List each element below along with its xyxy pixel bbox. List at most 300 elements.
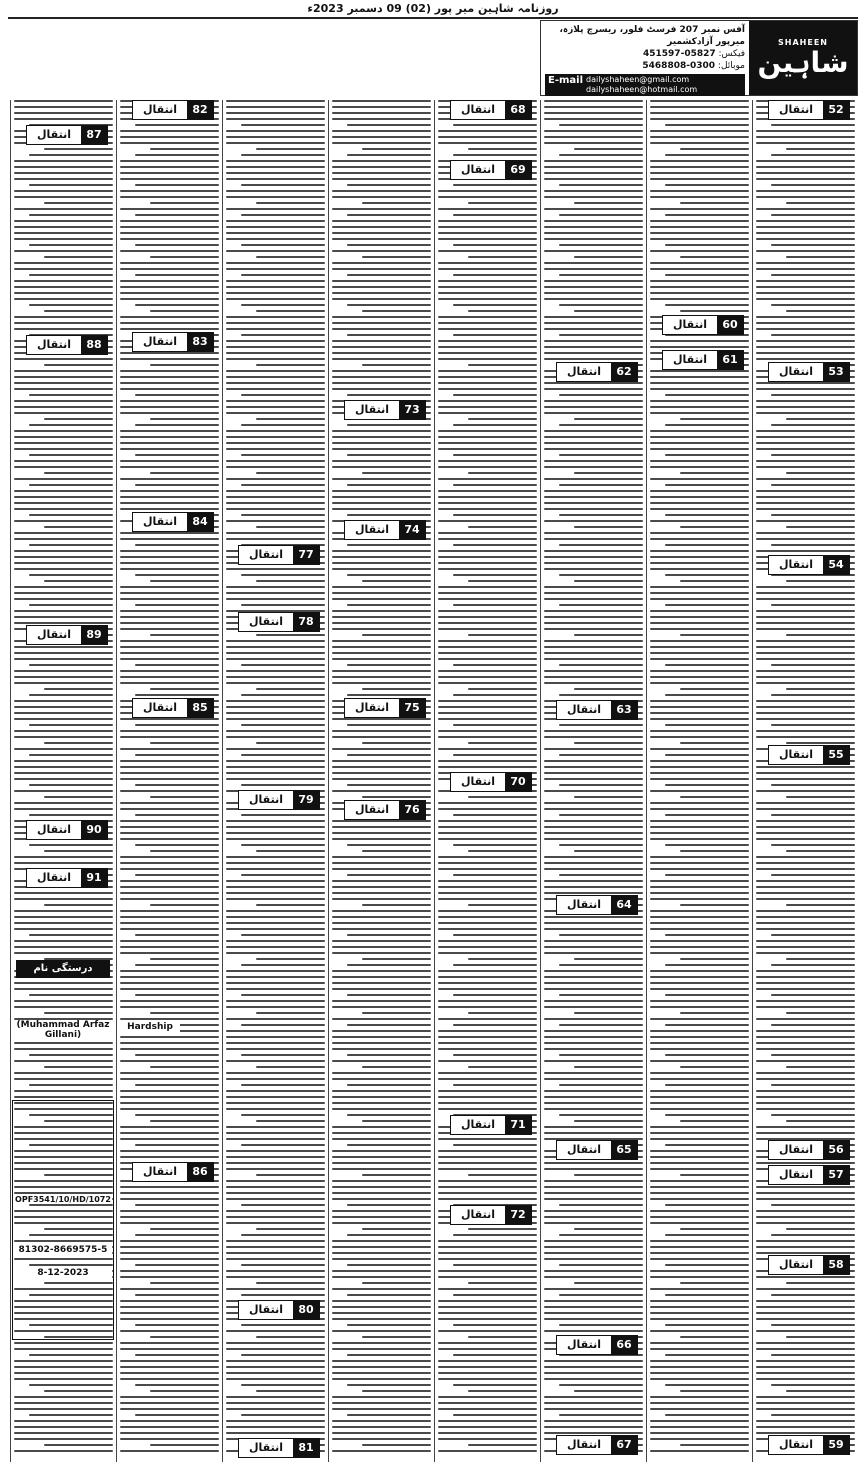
text-line [226, 370, 325, 372]
text-line [14, 1408, 113, 1410]
text-line [574, 1120, 643, 1122]
text-line [120, 670, 219, 672]
text-line [438, 388, 537, 390]
text-line [756, 322, 855, 324]
text-line [650, 1222, 749, 1224]
text-line [120, 1018, 219, 1020]
text-line [468, 1390, 537, 1392]
text-line [544, 1132, 643, 1134]
text-line [438, 676, 537, 678]
email-2[interactable]: dailyshaheen@hotmail.com [586, 85, 698, 94]
text-line [120, 556, 219, 558]
text-line [438, 1258, 537, 1260]
text-line [771, 454, 855, 456]
text-line [120, 1438, 219, 1440]
text-line [786, 256, 855, 258]
text-line [226, 1348, 325, 1350]
notice-number-tag [556, 895, 638, 915]
text-line [438, 862, 537, 864]
text-line [120, 598, 219, 600]
text-line [14, 442, 113, 444]
text-line [650, 556, 749, 558]
text-line [756, 892, 855, 894]
text-line [362, 1012, 431, 1014]
notice-number: 62 [611, 363, 637, 381]
text-line [332, 166, 431, 168]
text-line [332, 586, 431, 588]
text-line [650, 1198, 749, 1200]
text-line [559, 724, 643, 726]
text-line [347, 994, 431, 996]
text-line [665, 1354, 749, 1356]
text-line [120, 316, 219, 318]
text-line [544, 1096, 643, 1098]
text-line [120, 1186, 219, 1188]
text-line [332, 898, 431, 900]
text-line [786, 148, 855, 150]
text-line [226, 190, 325, 192]
text-line [680, 148, 749, 150]
text-line [120, 172, 219, 174]
text-line [544, 1420, 643, 1422]
text-line [14, 388, 113, 390]
text-line [453, 694, 537, 696]
notice-word: انتقال [355, 803, 389, 816]
text-line [574, 1282, 643, 1284]
text-line [468, 1282, 537, 1284]
text-line [680, 958, 749, 960]
text-line [438, 1042, 537, 1044]
text-line [226, 430, 325, 432]
notice-word: انتقال [461, 1118, 495, 1131]
text-line [226, 1258, 325, 1260]
text-line [756, 508, 855, 510]
text-line [135, 874, 219, 876]
text-line [14, 736, 113, 738]
text-line [226, 1366, 325, 1368]
text-line [226, 1000, 325, 1002]
text-line [241, 1054, 325, 1056]
text-line [135, 1144, 219, 1146]
text-line [650, 220, 749, 222]
text-line [332, 1306, 431, 1308]
text-line [14, 1048, 113, 1050]
email-1[interactable]: dailyshaheen@gmail.com [586, 75, 690, 84]
text-line [771, 994, 855, 996]
column-text-block [226, 100, 325, 1456]
text-line [438, 706, 537, 708]
notice-word: انتقال [567, 1438, 601, 1451]
text-line [14, 232, 113, 234]
text-line [226, 718, 325, 720]
text-line [226, 112, 325, 114]
text-line [150, 1282, 219, 1284]
text-line [241, 784, 325, 786]
notice-word: انتقال [779, 1258, 813, 1271]
text-line [665, 1414, 749, 1416]
text-line [120, 658, 219, 660]
text-line [544, 388, 643, 390]
text-line [756, 1126, 855, 1128]
text-line [14, 952, 113, 954]
text-line [362, 256, 431, 258]
text-line [438, 652, 537, 654]
text-line [120, 1270, 219, 1272]
text-line [332, 1246, 431, 1248]
text-line [650, 592, 749, 594]
text-line [756, 346, 855, 348]
text-line [544, 640, 643, 642]
text-line [786, 958, 855, 960]
text-line [241, 724, 325, 726]
text-line [14, 616, 113, 618]
text-line [453, 964, 537, 966]
text-line [120, 298, 219, 300]
text-line [544, 970, 643, 972]
text-line [332, 340, 431, 342]
text-line [438, 1138, 537, 1140]
text-line [544, 802, 643, 804]
text-line [544, 670, 643, 672]
text-line [332, 946, 431, 948]
text-line [438, 316, 537, 318]
text-line [226, 1186, 325, 1188]
text-line [332, 646, 431, 648]
text-line [468, 796, 537, 798]
text-line [771, 544, 855, 546]
text-line [44, 526, 113, 528]
text-line [29, 574, 113, 576]
text-line [332, 160, 431, 162]
text-line [665, 994, 749, 996]
notice-word: انتقال [249, 793, 283, 806]
text-line [14, 406, 113, 408]
text-line [226, 1006, 325, 1008]
notice-word: انتقال [249, 615, 283, 628]
notice-number-tag [450, 100, 532, 120]
text-line [226, 1096, 325, 1098]
text-line [756, 1036, 855, 1038]
text-line [226, 178, 325, 180]
text-line [453, 1234, 537, 1236]
text-line [756, 328, 855, 330]
notice-word: انتقال [37, 823, 71, 836]
text-line [771, 184, 855, 186]
text-line [544, 1402, 643, 1404]
text-line [14, 106, 113, 108]
text-line [453, 1354, 537, 1356]
text-line [14, 1090, 113, 1092]
text-line [241, 1114, 325, 1116]
text-line [544, 298, 643, 300]
text-line [544, 250, 643, 252]
text-line [14, 1072, 113, 1074]
text-line [438, 970, 537, 972]
text-line [786, 202, 855, 204]
text-line [120, 220, 219, 222]
text-line [332, 112, 431, 114]
text-line [120, 190, 219, 192]
text-line [771, 1354, 855, 1356]
text-line [665, 454, 749, 456]
text-line [650, 1018, 749, 1020]
text-line [226, 442, 325, 444]
text-line [332, 670, 431, 672]
text-line [650, 340, 749, 342]
text-line [332, 232, 431, 234]
text-line [650, 1360, 749, 1362]
text-line [347, 454, 431, 456]
text-line [574, 742, 643, 744]
text-line [544, 1312, 643, 1314]
notice-number: 60 [717, 316, 743, 334]
text-line [332, 1216, 431, 1218]
text-line [120, 262, 219, 264]
text-line [226, 100, 325, 102]
text-line [544, 892, 643, 894]
text-line [650, 1276, 749, 1278]
text-line [453, 1324, 537, 1326]
news-column [646, 100, 752, 1462]
text-line [120, 886, 219, 888]
text-line [665, 1264, 749, 1266]
text-line [120, 988, 219, 990]
text-line [559, 334, 643, 336]
text-line [756, 226, 855, 228]
text-line [241, 424, 325, 426]
text-line [241, 1384, 325, 1386]
text-line [650, 706, 749, 708]
text-line [468, 256, 537, 258]
text-line [438, 1180, 537, 1182]
text-line [241, 1414, 325, 1416]
text-line [332, 1060, 431, 1062]
text-line [120, 1150, 219, 1152]
text-line [135, 604, 219, 606]
text-line [44, 472, 113, 474]
text-line [29, 1084, 113, 1086]
notice-number: 65 [611, 1141, 637, 1159]
text-line [332, 598, 431, 600]
text-line [14, 1426, 113, 1428]
text-line [150, 148, 219, 150]
text-line [665, 784, 749, 786]
text-line [438, 340, 537, 342]
text-line [665, 514, 749, 516]
text-line [120, 586, 219, 588]
text-line [135, 754, 219, 756]
notice-number: 87 [81, 126, 107, 144]
text-line [544, 178, 643, 180]
text-line [226, 730, 325, 732]
text-line [226, 1156, 325, 1158]
text-line [14, 748, 113, 750]
text-line [438, 916, 537, 918]
notice-number-tag [26, 625, 108, 645]
text-line [544, 142, 643, 144]
text-line [226, 748, 325, 750]
text-line [226, 1330, 325, 1332]
columns-area [8, 100, 858, 1462]
text-line [120, 160, 219, 162]
text-line [362, 958, 431, 960]
text-line [544, 616, 643, 618]
text-line [438, 568, 537, 570]
notice-number-tag [344, 520, 426, 540]
text-line [332, 616, 431, 618]
notice-word: انتقال [673, 353, 707, 366]
text-line [544, 976, 643, 978]
text-line [468, 904, 537, 906]
text-line [226, 358, 325, 360]
notice-number-tag [556, 1140, 638, 1160]
text-line [150, 202, 219, 204]
text-line [14, 928, 113, 930]
notice-word: انتقال [355, 403, 389, 416]
text-line [438, 838, 537, 840]
text-line [771, 154, 855, 156]
text-line [226, 1180, 325, 1182]
text-line [544, 490, 643, 492]
text-line [226, 1090, 325, 1092]
text-line [438, 736, 537, 738]
text-line [332, 562, 431, 564]
text-line [226, 862, 325, 864]
text-line [544, 676, 643, 678]
text-line [559, 1384, 643, 1386]
text-line [226, 478, 325, 480]
text-line [559, 1234, 643, 1236]
text-line [438, 136, 537, 138]
text-line [756, 880, 855, 882]
notice-number-tag [768, 745, 850, 765]
text-line [468, 364, 537, 366]
official-notice-box [12, 1100, 114, 1340]
text-line [120, 1258, 219, 1260]
text-line [544, 1192, 643, 1194]
text-line [574, 256, 643, 258]
text-line [256, 1120, 325, 1122]
text-line [650, 550, 749, 552]
text-line [120, 136, 219, 138]
text-line [650, 1312, 749, 1314]
text-line [544, 1330, 643, 1332]
text-line [226, 1276, 325, 1278]
text-line [468, 472, 537, 474]
text-line [650, 1090, 749, 1092]
text-line [120, 982, 219, 984]
notice-word: انتقال [779, 103, 813, 116]
text-line [650, 628, 749, 630]
text-line [120, 1060, 219, 1062]
text-line [650, 970, 749, 972]
text-line [650, 238, 749, 240]
text-line [544, 496, 643, 498]
text-line [120, 610, 219, 612]
text-line [120, 1192, 219, 1194]
text-line [665, 1054, 749, 1056]
text-line [362, 1228, 431, 1230]
text-line [14, 100, 113, 102]
text-line [14, 1420, 113, 1422]
text-line [120, 562, 219, 564]
text-line [332, 280, 431, 282]
text-line [559, 184, 643, 186]
text-line [453, 514, 537, 516]
text-line [771, 334, 855, 336]
text-line [120, 910, 219, 912]
text-line [120, 898, 219, 900]
text-line [362, 310, 431, 312]
text-line [332, 1078, 431, 1080]
text-line [453, 334, 537, 336]
text-line [756, 586, 855, 588]
text-line [120, 142, 219, 144]
text-line [756, 706, 855, 708]
text-line [453, 1024, 537, 1026]
text-line [786, 1120, 855, 1122]
text-line [544, 322, 643, 324]
text-line [650, 100, 749, 102]
text-line [332, 382, 431, 384]
text-line [650, 1132, 749, 1134]
text-line [241, 1024, 325, 1026]
text-line [347, 1264, 431, 1266]
text-line [241, 814, 325, 816]
text-line [14, 1342, 113, 1344]
text-line [256, 1174, 325, 1176]
text-line [120, 832, 219, 834]
text-line [680, 1390, 749, 1392]
text-line [256, 958, 325, 960]
text-line [44, 256, 113, 258]
text-line [544, 1060, 643, 1062]
text-line [332, 556, 431, 558]
text-line [226, 1246, 325, 1248]
notice-number: 56 [823, 1141, 849, 1159]
text-line [332, 286, 431, 288]
notice-word: انتقال [779, 1143, 813, 1156]
text-line [453, 724, 537, 726]
text-line [226, 1192, 325, 1194]
text-line [226, 1108, 325, 1110]
text-line [756, 946, 855, 948]
text-line [438, 298, 537, 300]
text-line [226, 1222, 325, 1224]
text-line [756, 700, 855, 702]
text-line [226, 640, 325, 642]
text-line [226, 412, 325, 414]
text-line [29, 844, 113, 846]
text-line [256, 850, 325, 852]
text-line [332, 1180, 431, 1182]
text-line [756, 646, 855, 648]
text-line [453, 574, 537, 576]
text-line [438, 406, 537, 408]
text-line [544, 1090, 643, 1092]
text-line [226, 196, 325, 198]
text-line [650, 640, 749, 642]
text-line [332, 1198, 431, 1200]
text-line [756, 1366, 855, 1368]
text-line [468, 310, 537, 312]
text-line [241, 274, 325, 276]
text-line [559, 604, 643, 606]
text-line [362, 1174, 431, 1176]
text-line [332, 1240, 431, 1242]
text-line [559, 1084, 643, 1086]
top-rule [8, 17, 858, 19]
